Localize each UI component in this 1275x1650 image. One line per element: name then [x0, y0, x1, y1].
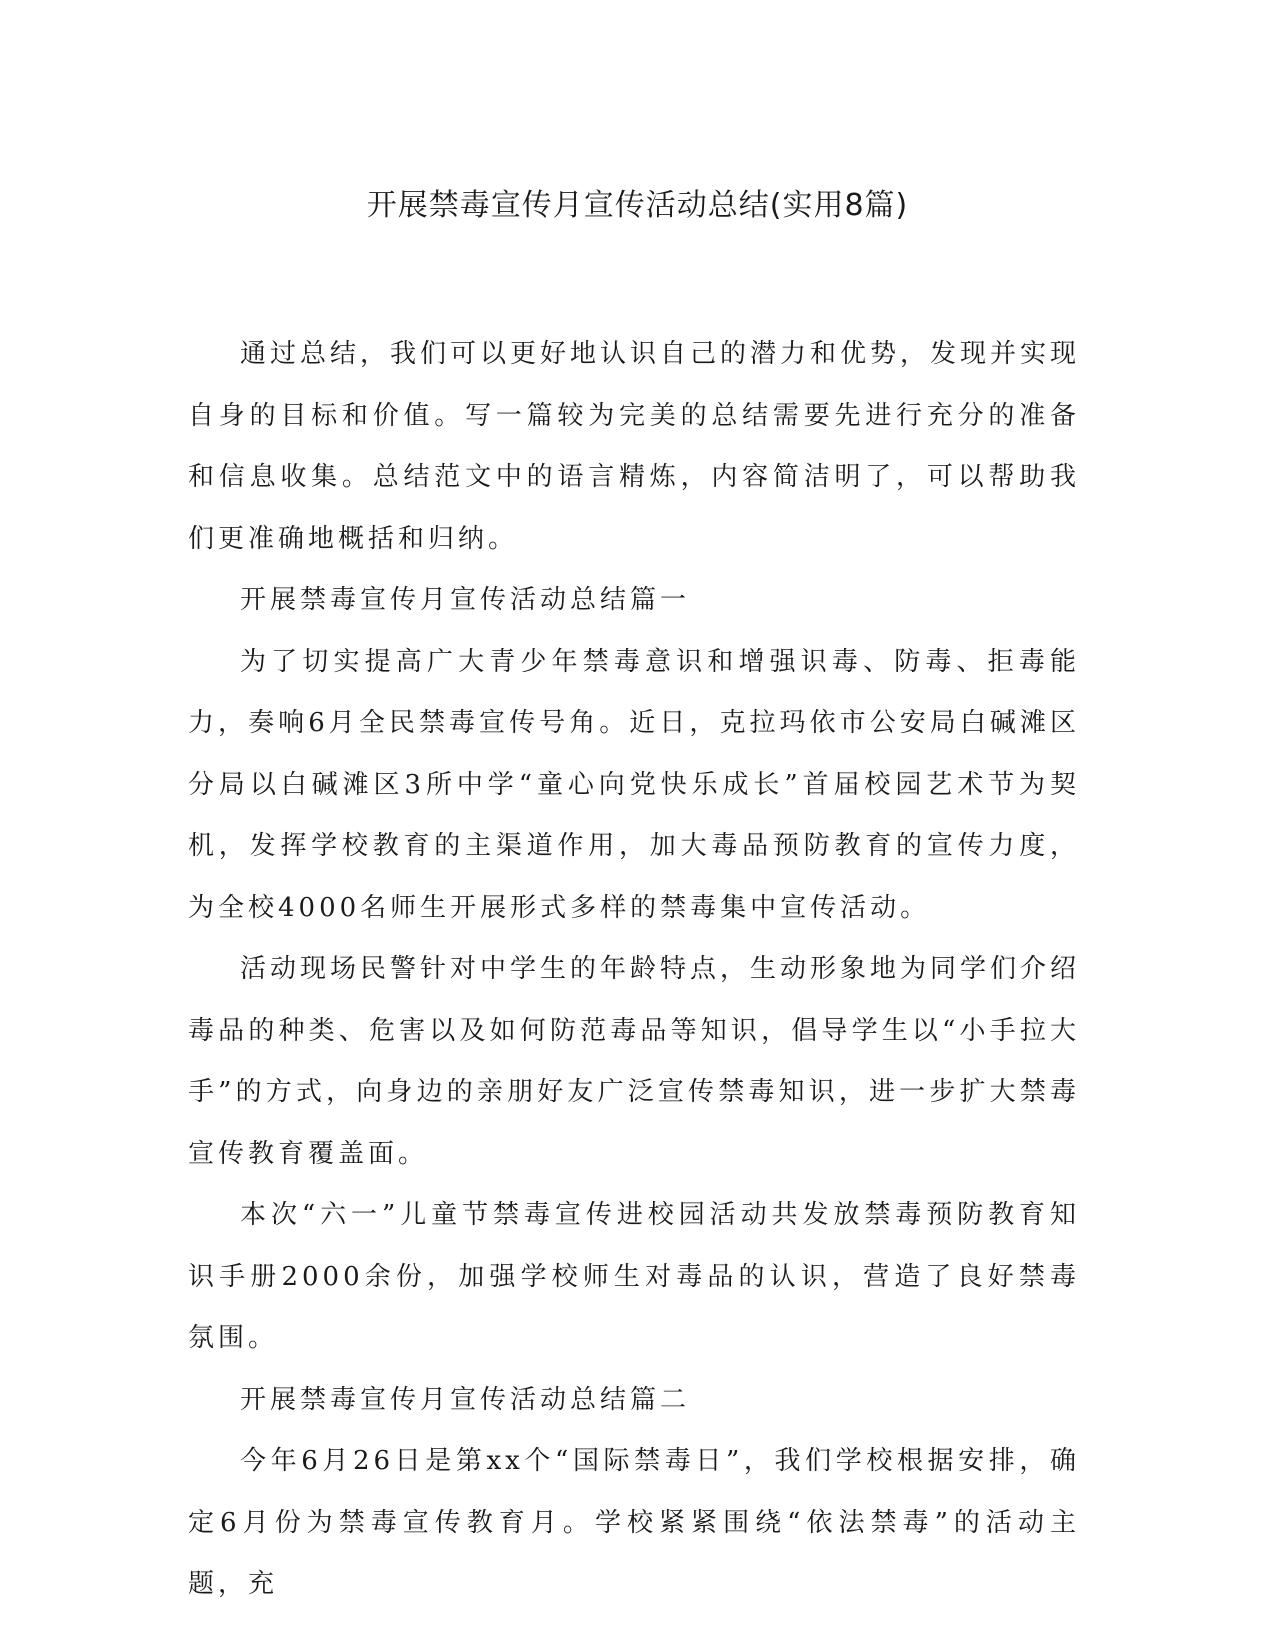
section-heading-1: 开展禁毒宣传月宣传活动总结篇一: [240, 585, 691, 615]
body-paragraph: 为了切实提高广大青少年禁毒意识和增强识毒、防毒、拒毒能力，奏响6月全民禁毒宣传号角。近日，克拉玛依市公安局白碱滩区分局以白碱滩区3所中学“童心向党快乐成长”首届校园艺术节为契机，发挥学校教育的主渠道作用，加大毒品预防教育的宣传力度，为全校4000名师生开展形式多样的禁毒集中宣传活动。: [188, 646, 1080, 923]
body-paragraph: 活动现场民警针对中学生的年龄特点，生动形象地为同学们介绍毒品的种类、危害以及如何防范毒品等知识，倡导学生以“小手拉大手”的方式，向身边的亲朋好友广泛宣传禁毒知识，进一步扩大禁毒宣传教育覆盖面。: [188, 954, 1081, 1169]
document-title: 开展禁毒宣传月宣传活动总结(实用8篇): [366, 188, 909, 223]
intro-paragraph: 通过总结，我们可以更好地认识自己的潜力和优势，发现并实现自身的目标和价值。写一篇较为完美的总结需要先进行充分的准备和信息收集。总结范文中的语言精炼，内容简洁明了，可以帮助我们更准确地概括和归纳。: [188, 339, 1081, 554]
body-paragraph: 本次“六一”儿童节禁毒宣传进校园活动共发放禁毒预防教育知识手册2000余份，加强学校师生对毒品的认识，营造了良好禁毒氛围。: [188, 1200, 1080, 1353]
document-body: [188, 324, 1080, 1616]
body-paragraph: 今年6月26日是第xx个“国际禁毒日”，我们学校根据安排，确定6月份为禁毒宣传教育月。学校紧紧围绕“依法禁毒”的活动主题，充: [188, 1446, 1080, 1599]
section-heading-2: 开展禁毒宣传月宣传活动总结篇二: [240, 1384, 691, 1415]
